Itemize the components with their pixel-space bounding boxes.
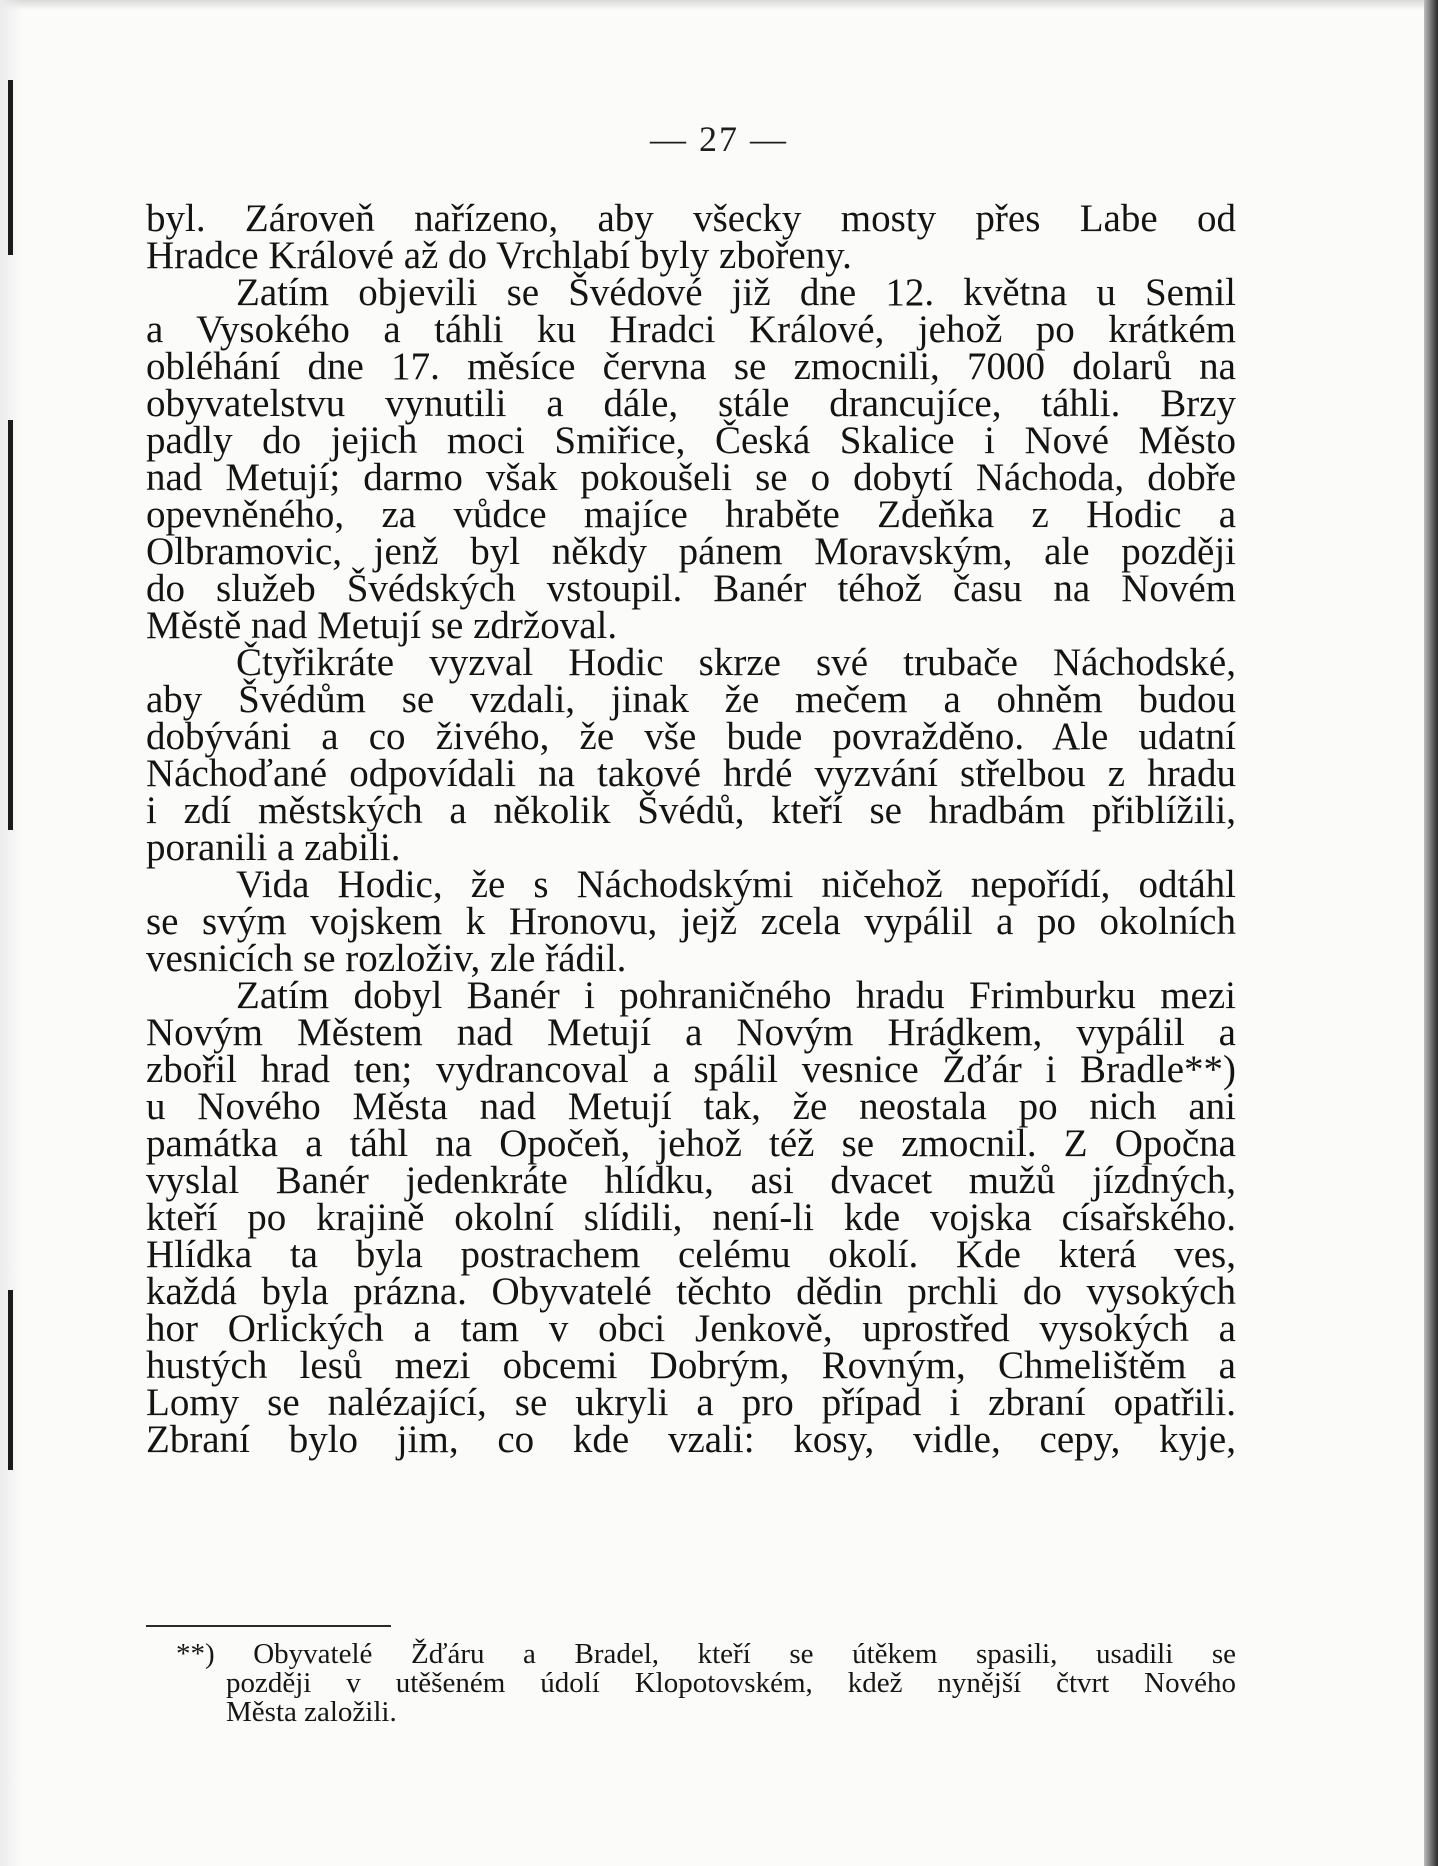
text-line: vesnicích se rozloživ, zle řádil. — [146, 937, 627, 980]
text-line: padly do jejich moci Smiřice, Česká Skalice i Nové Město — [146, 419, 1236, 462]
page-top-shadow — [0, 0, 1438, 10]
text-line: hor Orlických a tam v obci Jenkově, uprostřed vysokých a — [146, 1307, 1236, 1350]
text-line: Lomy se nalézající, se ukryli a pro případ i zbraní opatřili. — [146, 1381, 1236, 1424]
body-text — [146, 197, 1236, 1461]
text-line: obyvatelstvu vynutili a dále, stále drancujíce, táhli. Brzy — [146, 382, 1236, 425]
footnotes — [146, 1640, 1236, 1727]
footnote-line: **) Obyvatelé Žďáru a Bradel, kteří se útěkem spasili, usadili se — [176, 1638, 1236, 1670]
text-line: hustých lesů mezi obcemi Dobrým, Rovným, Chmelištěm a — [146, 1344, 1236, 1387]
text-line: i zdí městských a několik Švédů, kteří se hradbám přiblížili, — [146, 789, 1236, 832]
text-line: Vida Hodic, že s Náchodskými ničehož nepořídí, odtáhl — [236, 863, 1236, 906]
text-line: a Vysokého a táhli ku Hradci Králové, jehož po krátkém — [146, 308, 1236, 351]
binding-mark-middle — [8, 420, 13, 830]
text-line: do služeb Švédských vstoupil. Banér téhož času na Novém — [146, 567, 1236, 610]
text-line: u Nového Města nad Metují tak, že neostala po nich ani — [146, 1085, 1236, 1128]
text-line: Zatím objevili se Švédové již dne 12. května u Semil — [236, 271, 1236, 314]
text-line: Zatím dobyl Banér i pohraničného hradu Frimburku mezi — [236, 974, 1236, 1017]
text-line: dobýváni a co živého, že vše bude povražděno. Ale udatní — [146, 715, 1236, 758]
page-number: — 27 — — [650, 119, 788, 159]
text-line: Čtyřikráte vyzval Hodic skrze své trubače Náchodské, — [236, 641, 1236, 684]
footnote-line: později v utěšeném údolí Klopotovském, kdež nynější čtvrt Nového — [226, 1667, 1236, 1699]
page-right-edge — [1424, 0, 1438, 1866]
text-line: nad Metují; darmo však pokoušeli se o dobytí Náchoda, dobře — [146, 456, 1236, 499]
text-line: aby Švédům se vzdali, jinak že mečem a ohněm budou — [146, 678, 1236, 721]
text-line: Olbramovic, jenž byl někdy pánem Moravským, ale později — [146, 530, 1236, 573]
text-line: obléhání dne 17. měsíce června se zmocnili, 7000 dolarů na — [146, 345, 1236, 388]
text-line: kteří po krajině okolní slídili, není-li kde vojska císařského. — [146, 1196, 1236, 1239]
footnote-line: Města založili. — [226, 1696, 397, 1728]
text-line: Hlídka ta byla postrachem celému okolí. Kde která ves, — [146, 1233, 1236, 1276]
page-left-shadow — [0, 0, 22, 1866]
text-line: byl. Zároveň nařízeno, aby všecky mosty přes Labe od — [146, 197, 1236, 240]
text-line: Hradce Králové až do Vrchlabí byly zbořeny. — [146, 234, 852, 277]
text-line: poranili a zabili. — [146, 826, 401, 869]
footnote-divider — [146, 1625, 391, 1627]
text-line: se svým vojskem k Hronovu, jejž zcela vypálil a po okolních — [146, 900, 1236, 943]
text-line: Zbraní bylo jim, co kde vzali: kosy, vidle, cepy, kyje, — [146, 1418, 1236, 1461]
binding-mark-bottom — [8, 1290, 13, 1470]
text-line: památka a táhl na Opočeň, jehož též se zmocnil. Z Opočna — [146, 1122, 1236, 1165]
text-line: Novým Městem nad Metují a Novým Hrádkem, vypálil a — [146, 1011, 1236, 1054]
text-line: opevněného, za vůdce majíce hraběte Zdeňka z Hodic a — [146, 493, 1236, 536]
text-line: každá byla prázna. Obyvatelé těchto dědin prchli do vysokých — [146, 1270, 1236, 1313]
text-line: Náchoďané odpovídali na takové hrdé vyzvání střelbou z hradu — [146, 752, 1236, 795]
text-line: zbořil hrad ten; vydrancoval a spálil vesnice Žďár i Bradle**) — [146, 1048, 1236, 1091]
text-line: Městě nad Metují se zdržoval. — [146, 604, 618, 647]
binding-mark-top — [8, 80, 13, 255]
text-line: vyslal Banér jedenkráte hlídku, asi dvacet mužů jízdných, — [146, 1159, 1236, 1202]
